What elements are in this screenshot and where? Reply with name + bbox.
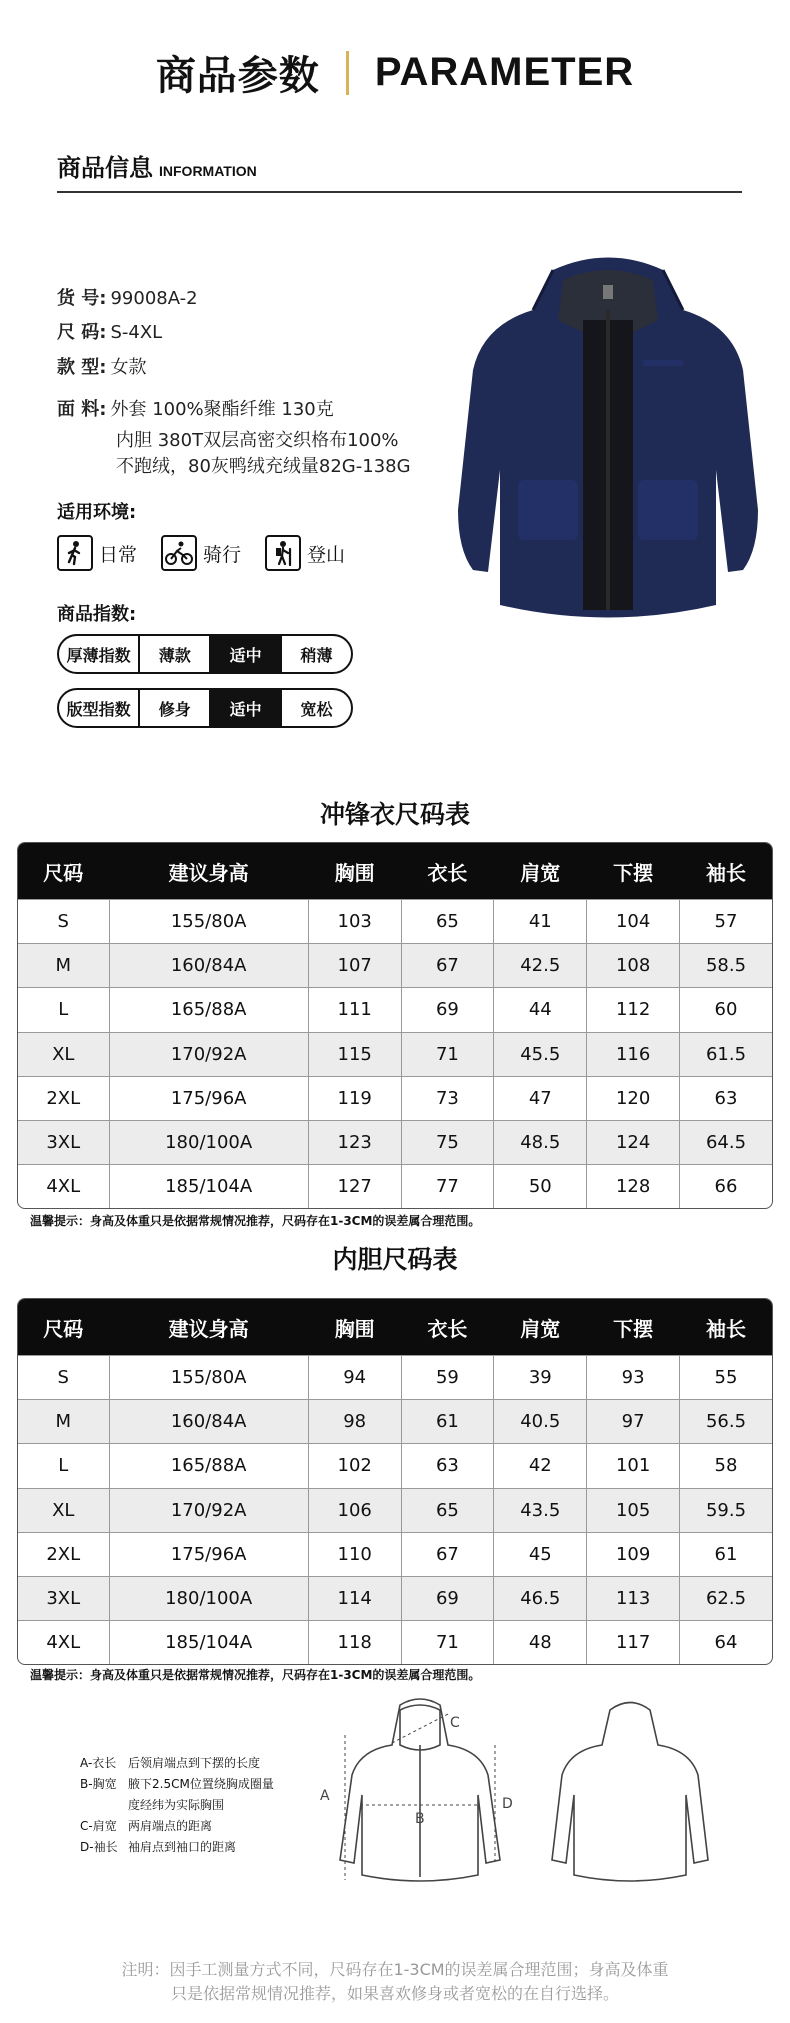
table-cell: 111 [308, 987, 401, 1031]
env-label: 登山 [307, 543, 346, 566]
spec-value: S-4XL [110, 322, 163, 343]
spec-value: 女款 [110, 357, 147, 378]
environment-list [57, 535, 345, 571]
table-cell: XL [18, 1032, 109, 1076]
table-cell: 77 [401, 1164, 494, 1208]
table1-tip: 温馨提示：身高及体重只是依据常规情况推荐，尺码存在1-3CM的误差属合理范围。 [30, 1214, 481, 1228]
table-cell: 61 [401, 1399, 494, 1443]
table-cell: 39 [493, 1355, 586, 1399]
table-cell: 115 [308, 1032, 401, 1076]
note-line: 注明：因手工测量方式不同，尺码存在1-3CM的误差属合理范围；身高及体重 [121, 1960, 669, 1979]
spec-style [57, 353, 146, 379]
table-cell: 2XL [18, 1076, 109, 1120]
table-cell: L [18, 987, 109, 1031]
table-cell: 71 [401, 1032, 494, 1076]
table-cell: 58 [679, 1443, 772, 1487]
table-cell: 63 [401, 1443, 494, 1487]
legend-desc: 两肩端点的距离 [128, 1819, 213, 1833]
jacket-image [458, 250, 758, 640]
info-heading [57, 148, 257, 183]
table-cell: 69 [401, 987, 494, 1031]
table-cell: 103 [308, 899, 401, 943]
table-cell: 4XL [18, 1164, 109, 1208]
table-cell: M [18, 943, 109, 987]
table-cell: 175/96A [109, 1076, 308, 1120]
note-line: 只是依据常规情况推荐，如果喜欢修身或者宽松的在自行选择。 [170, 1984, 619, 2003]
fit-index [57, 688, 353, 728]
table-row [18, 943, 772, 987]
table-cell: 94 [308, 1355, 401, 1399]
table-cell: 160/84A [109, 1399, 308, 1443]
spec-label: 面 料: [57, 399, 107, 420]
table-cell: 120 [586, 1076, 679, 1120]
table-cell: 117 [586, 1620, 679, 1664]
table-cell: 180/100A [109, 1120, 308, 1164]
table-cell: 60 [679, 987, 772, 1031]
table-cell: 106 [308, 1488, 401, 1532]
measure-diagram [310, 1695, 710, 1895]
column-header: 下摆 [586, 1299, 679, 1355]
table-cell: 65 [401, 899, 494, 943]
table-cell: 160/84A [109, 943, 308, 987]
table-row [18, 1620, 772, 1664]
legend-desc: 后领肩端点到下摆的长度 [128, 1756, 261, 1770]
env-item-hiking [265, 535, 345, 571]
column-header: 衣长 [401, 1299, 494, 1355]
table-cell: 93 [586, 1355, 679, 1399]
table-cell: 56.5 [679, 1399, 772, 1443]
table-row [18, 1076, 772, 1120]
column-header: 袖长 [679, 1299, 772, 1355]
table-cell: 45 [493, 1532, 586, 1576]
table-cell: 62.5 [679, 1576, 772, 1620]
spec-fabric [57, 395, 334, 421]
table2-title: 内胆尺码表 [332, 1245, 458, 1274]
table-row [18, 1532, 772, 1576]
table-row [18, 1355, 772, 1399]
fit-option: 修身 [138, 690, 209, 726]
column-header: 肩宽 [493, 1299, 586, 1355]
table-cell: 2XL [18, 1532, 109, 1576]
index-heading: 商品指数: [57, 604, 137, 625]
thickness-option: 稍薄 [280, 636, 351, 672]
spec-label: 尺 码: [57, 322, 107, 343]
table-cell: 42.5 [493, 943, 586, 987]
table-cell: 116 [586, 1032, 679, 1076]
legend-desc: 袖肩点到袖口的距离 [128, 1840, 237, 1854]
table-header-row [18, 1299, 772, 1355]
spec-value: 99008A-2 [110, 288, 198, 309]
back-jacket-outline [552, 1703, 708, 1882]
fit-option-selected: 适中 [209, 690, 280, 726]
table-cell: 48 [493, 1620, 586, 1664]
table-cell: 114 [308, 1576, 401, 1620]
table-cell: 58.5 [679, 943, 772, 987]
table-cell: XL [18, 1488, 109, 1532]
table-cell: S [18, 1355, 109, 1399]
table2-tip: 温馨提示：身高及体重只是依据常规情况推荐，尺码存在1-3CM的误差属合理范围。 [30, 1668, 481, 1682]
table-cell: 63 [679, 1076, 772, 1120]
column-header: 建议身高 [109, 1299, 308, 1355]
table-cell: 119 [308, 1076, 401, 1120]
legend-key: D-袖长 [80, 1840, 118, 1854]
table-cell: 73 [401, 1076, 494, 1120]
table-cell: 113 [586, 1576, 679, 1620]
title-en: PARAMETER [374, 50, 635, 94]
legend-desc: 腋下2.5CM位置绕胸成圈量 [128, 1777, 274, 1791]
table-header-row [18, 843, 772, 899]
env-label: 日常 [99, 543, 138, 566]
legend-row [80, 1774, 274, 1795]
walking-icon [57, 535, 93, 571]
legend-desc: 度经纬为实际胸围 [128, 1798, 225, 1812]
cycling-icon [161, 535, 197, 571]
table-cell: 44 [493, 987, 586, 1031]
measure-legend [80, 1753, 274, 1858]
thickness-option-selected: 适中 [209, 636, 280, 672]
legend-row [80, 1795, 274, 1816]
legend-key: A-衣长 [80, 1756, 117, 1770]
table-cell: 118 [308, 1620, 401, 1664]
table-cell: 57 [679, 899, 772, 943]
table-cell: L [18, 1443, 109, 1487]
table-cell: 108 [586, 943, 679, 987]
table-row [18, 1032, 772, 1076]
table-cell: 43.5 [493, 1488, 586, 1532]
page-title [0, 44, 790, 101]
table-cell: 41 [493, 899, 586, 943]
table-cell: 50 [493, 1164, 586, 1208]
column-header: 胸围 [308, 1299, 401, 1355]
spec-item-no [57, 284, 198, 310]
table-cell: 71 [401, 1620, 494, 1664]
table-cell: 46.5 [493, 1576, 586, 1620]
hiking-icon [265, 535, 301, 571]
divider [57, 191, 742, 193]
spec-size [57, 318, 162, 344]
column-header: 肩宽 [493, 843, 586, 899]
table-cell: 3XL [18, 1576, 109, 1620]
table-cell: 67 [401, 943, 494, 987]
info-heading-zh: 商品信息 [57, 154, 153, 182]
table-cell: 185/104A [109, 1164, 308, 1208]
table-cell: 98 [308, 1399, 401, 1443]
column-header: 建议身高 [109, 843, 308, 899]
column-header: 下摆 [586, 843, 679, 899]
table-cell: 110 [308, 1532, 401, 1576]
table-row [18, 987, 772, 1031]
thickness-index [57, 634, 353, 674]
liner-size-table [17, 1298, 773, 1665]
legend-row [80, 1816, 274, 1837]
table-cell: 155/80A [109, 1355, 308, 1399]
info-heading-en: INFORMATION [159, 163, 257, 179]
column-header: 尺码 [18, 1299, 109, 1355]
table-cell: 175/96A [109, 1532, 308, 1576]
marker-b: B [415, 1811, 425, 1827]
column-header: 尺码 [18, 843, 109, 899]
thickness-option: 薄款 [138, 636, 209, 672]
table-row [18, 1399, 772, 1443]
spec-fabric-3: 不跑绒，80灰鸭绒充绒量82G-138G [116, 456, 411, 477]
table-cell: 104 [586, 899, 679, 943]
table-cell: 170/92A [109, 1488, 308, 1532]
env-item-cycling [161, 535, 241, 571]
column-header: 衣长 [401, 843, 494, 899]
table-cell: 170/92A [109, 1032, 308, 1076]
table-row [18, 1120, 772, 1164]
table-cell: 101 [586, 1443, 679, 1487]
env-item-daily [57, 535, 137, 571]
spec-label: 款 型: [57, 357, 107, 378]
table-cell: 42 [493, 1443, 586, 1487]
table-cell: S [18, 899, 109, 943]
table-cell: 40.5 [493, 1399, 586, 1443]
marker-a: A [320, 1788, 330, 1804]
thickness-label: 厚薄指数 [66, 645, 131, 665]
table-cell: 105 [586, 1488, 679, 1532]
table-cell: 48.5 [493, 1120, 586, 1164]
table-cell: 4XL [18, 1620, 109, 1664]
table-cell: 165/88A [109, 1443, 308, 1487]
table-row [18, 1164, 772, 1208]
table-cell: 180/100A [109, 1576, 308, 1620]
table-cell: 124 [586, 1120, 679, 1164]
table-row [18, 899, 772, 943]
column-header: 袖长 [679, 843, 772, 899]
legend-key: B-胸宽 [80, 1777, 117, 1791]
table-cell: 55 [679, 1355, 772, 1399]
table-cell: 97 [586, 1399, 679, 1443]
table-cell: M [18, 1399, 109, 1443]
marker-d: D [502, 1796, 513, 1812]
fit-option: 宽松 [280, 690, 351, 726]
legend-row [80, 1837, 274, 1858]
table1-title: 冲锋衣尺码表 [319, 800, 470, 829]
spec-value: 外套 100%聚酯纤维 130克 [110, 399, 334, 420]
table-cell: 128 [586, 1164, 679, 1208]
table-cell: 67 [401, 1532, 494, 1576]
table-cell: 3XL [18, 1120, 109, 1164]
table-cell: 64 [679, 1620, 772, 1664]
table-cell: 123 [308, 1120, 401, 1164]
table-cell: 61 [679, 1532, 772, 1576]
table-cell: 45.5 [493, 1032, 586, 1076]
legend-key: C-肩宽 [80, 1819, 117, 1833]
spec-fabric-2: 内胆 380T双层高密交织格布100% [116, 430, 399, 451]
table-row [18, 1488, 772, 1532]
table-cell: 66 [679, 1164, 772, 1208]
table-cell: 112 [586, 987, 679, 1031]
title-divider [346, 51, 349, 95]
fit-label: 版型指数 [66, 699, 131, 719]
table-cell: 69 [401, 1576, 494, 1620]
table-cell: 64.5 [679, 1120, 772, 1164]
env-label: 骑行 [203, 543, 242, 566]
jacket-size-table [17, 842, 773, 1209]
table-cell: 59.5 [679, 1488, 772, 1532]
table-cell: 65 [401, 1488, 494, 1532]
legend-row [80, 1753, 274, 1774]
table-cell: 61.5 [679, 1032, 772, 1076]
table-cell: 47 [493, 1076, 586, 1120]
environment-heading: 适用环境: [57, 502, 137, 523]
table-cell: 109 [586, 1532, 679, 1576]
marker-c: C [450, 1715, 460, 1731]
table-cell: 102 [308, 1443, 401, 1487]
table-row [18, 1576, 772, 1620]
table-cell: 185/104A [109, 1620, 308, 1664]
table-cell: 75 [401, 1120, 494, 1164]
table-cell: 165/88A [109, 987, 308, 1031]
spec-label: 货 号: [57, 288, 107, 309]
table-cell: 107 [308, 943, 401, 987]
table-cell: 155/80A [109, 899, 308, 943]
title-zh: 商品参数 [155, 53, 320, 99]
footer-note [0, 1958, 790, 2006]
column-header: 胸围 [308, 843, 401, 899]
table-cell: 59 [401, 1355, 494, 1399]
table-cell: 127 [308, 1164, 401, 1208]
table-row [18, 1443, 772, 1487]
front-jacket-outline [340, 1699, 500, 1881]
